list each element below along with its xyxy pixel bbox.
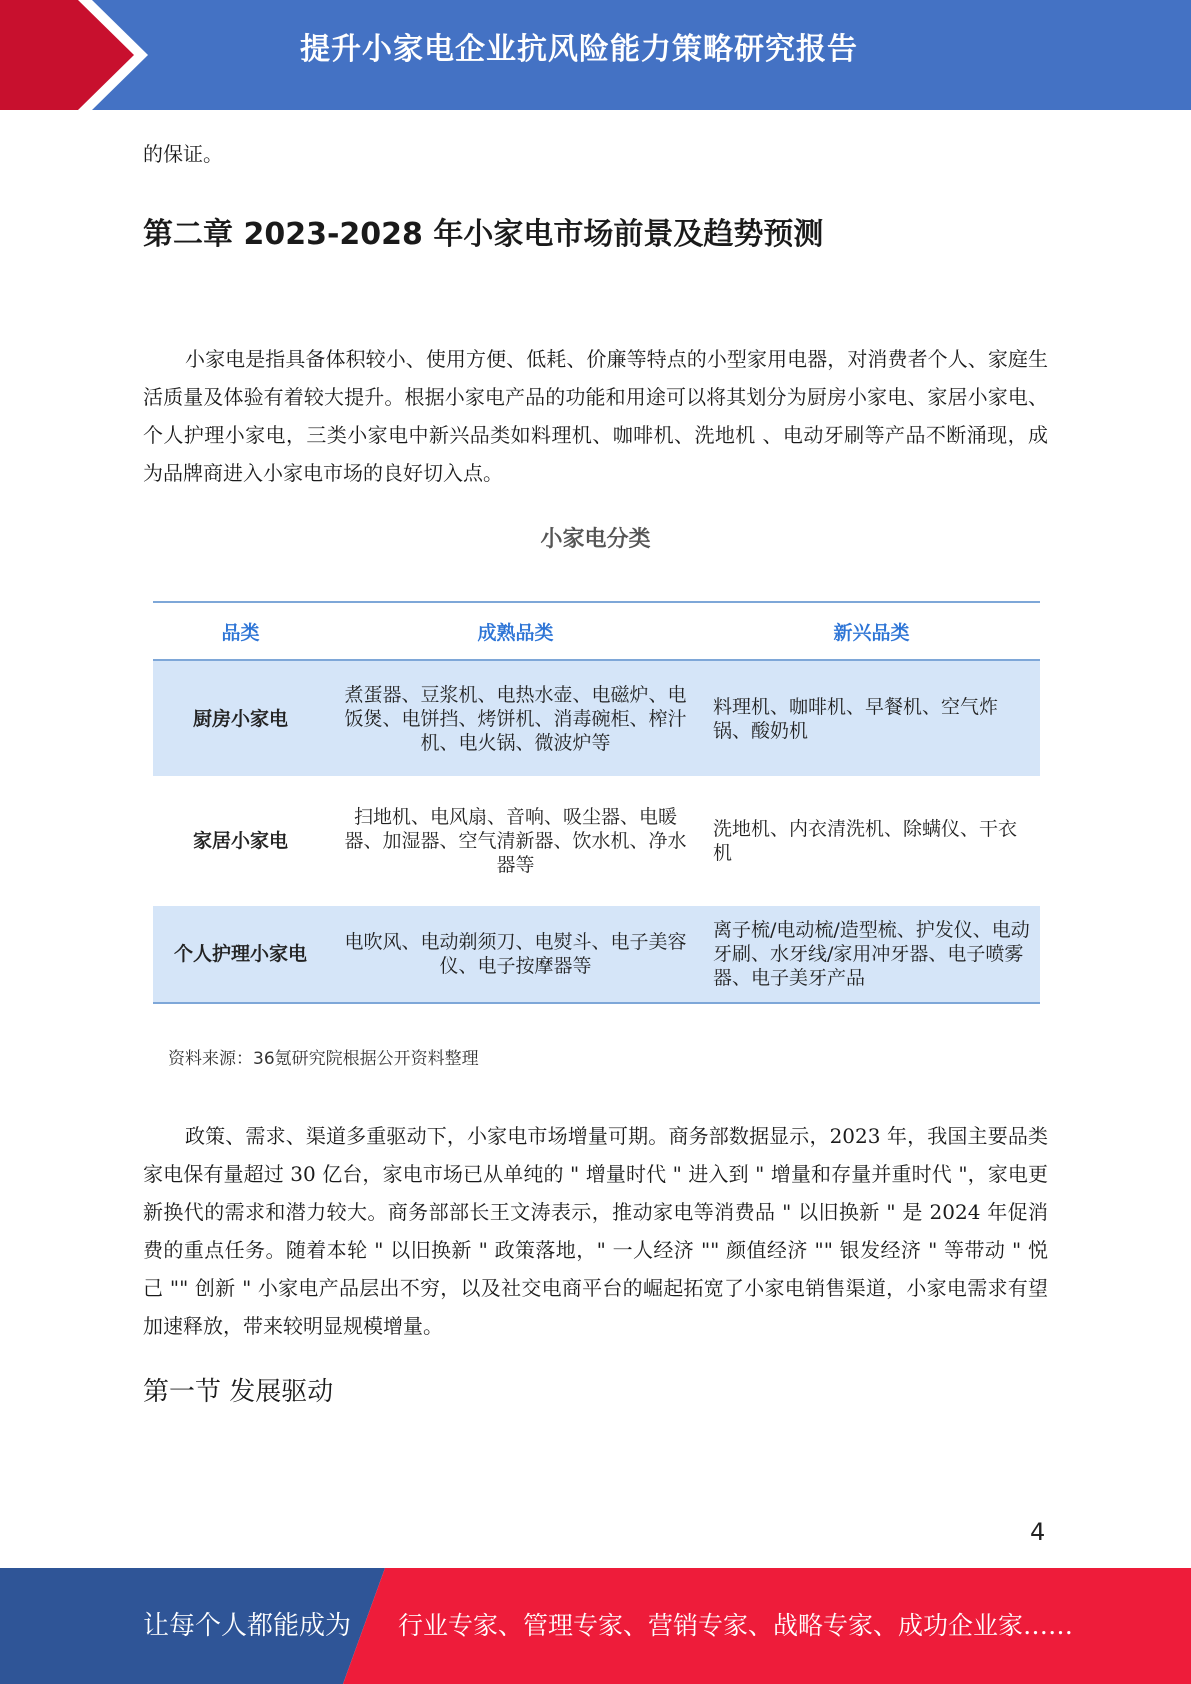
row-emerging: 洗地机、内衣清洗机、除螨仪、干衣机	[713, 818, 1018, 864]
page-footer	[0, 1568, 1191, 1684]
table-header-row	[153, 602, 1040, 660]
row-mature: 煮蛋器、豆浆机、电热水壶、电磁炉、电饭煲、电饼挡、烤饼机、消毒碗柜、榨汁机、电火锅、微波炉等	[328, 660, 703, 776]
page-number: 4	[1030, 1518, 1046, 1546]
page-header	[0, 0, 1191, 110]
continuation-text: 的保证。	[143, 142, 223, 166]
chapter-heading: 第二章 2023-2028 年小家电市场前景及趋势预测	[143, 217, 824, 252]
row-mature: 扫地机、电风扇、音响、吸尘器、电暖器、加湿器、空气清新器、饮水机、净水器等	[344, 806, 687, 876]
figure-title: 小家电分类	[540, 527, 651, 552]
footer-slogan-left: 让每个人都能成为	[143, 1611, 352, 1641]
header-mature: 成熟品类	[328, 602, 703, 660]
row-category: 厨房小家电	[153, 660, 328, 776]
row-category: 家居小家电	[192, 830, 288, 852]
classification-table	[153, 601, 1040, 1004]
table-row	[153, 660, 1040, 776]
figure-source: 资料来源：36氪研究院根据公开资料整理	[168, 1049, 479, 1069]
section-heading: 第一节 发展驱动	[143, 1377, 334, 1407]
header-category: 品类	[153, 602, 328, 660]
chevron-decoration-icon	[0, 0, 160, 110]
paragraph-intro: 小家电是指具备体积较小、使用方便、低耗、价廉等特点的小型家用电器，对消费者个人、家庭生活质量及体验有着较大提升。根据小家电产品的功能和用途可以将其划分为厨房小家电、家居小家电、个人护理小家电，三类小家电中新兴品类如料理机、咖啡机、洗地机 、电动牙刷等产品不断涌现，成为品牌商进入小家电市场的良好切入点。	[143, 347, 1048, 485]
footer-slogan-right: 行业专家、管理专家、营销专家、战略专家、成功企业家……	[398, 1611, 1074, 1640]
row-emerging: 料理机、咖啡机、早餐机、空气炸锅、酸奶机	[703, 660, 1040, 776]
table-row	[153, 776, 1040, 906]
header-emerging: 新兴品类	[703, 602, 1040, 660]
row-mature: 电吹风、电动剃须刀、电熨斗、电子美容仪、电子按摩器等	[328, 906, 703, 1003]
table-row	[153, 906, 1040, 1003]
report-title: 提升小家电企业抗风险能力策略研究报告	[300, 32, 858, 67]
row-emerging: 离子梳/电动梳/造型梳、护发仪、电动牙刷、水牙线/家用冲牙器、电子喷雾器、电子美牙产品	[703, 906, 1040, 1003]
paragraph-market: 政策、需求、渠道多重驱动下，小家电市场增量可期。商务部数据显示，2023 年，我国主要品类家电保有量超过 30 亿台，家电市场已从单纯的 " 增量时代 " 进入到 " 增量和存量并重时代 "，家电更新换代的需求和潜力较大。商务部部长王文涛表示，推动家电等消费品 " 以旧换新 " 是 2024 年促消费的重点任务。随着本轮 " 以旧换新 " 政策落地，" 一人经济 "" 颜值经济 "" 银发经济 " 等带动 " 悦己 "" 创新 " 小家电产品层出不穷，以及社交电商平台的崛起拓宽了小家电销售渠道，小家电需求有望加速释放，带来较明显规模增量。	[143, 1124, 1048, 1338]
row-category: 个人护理小家电	[153, 906, 328, 1003]
